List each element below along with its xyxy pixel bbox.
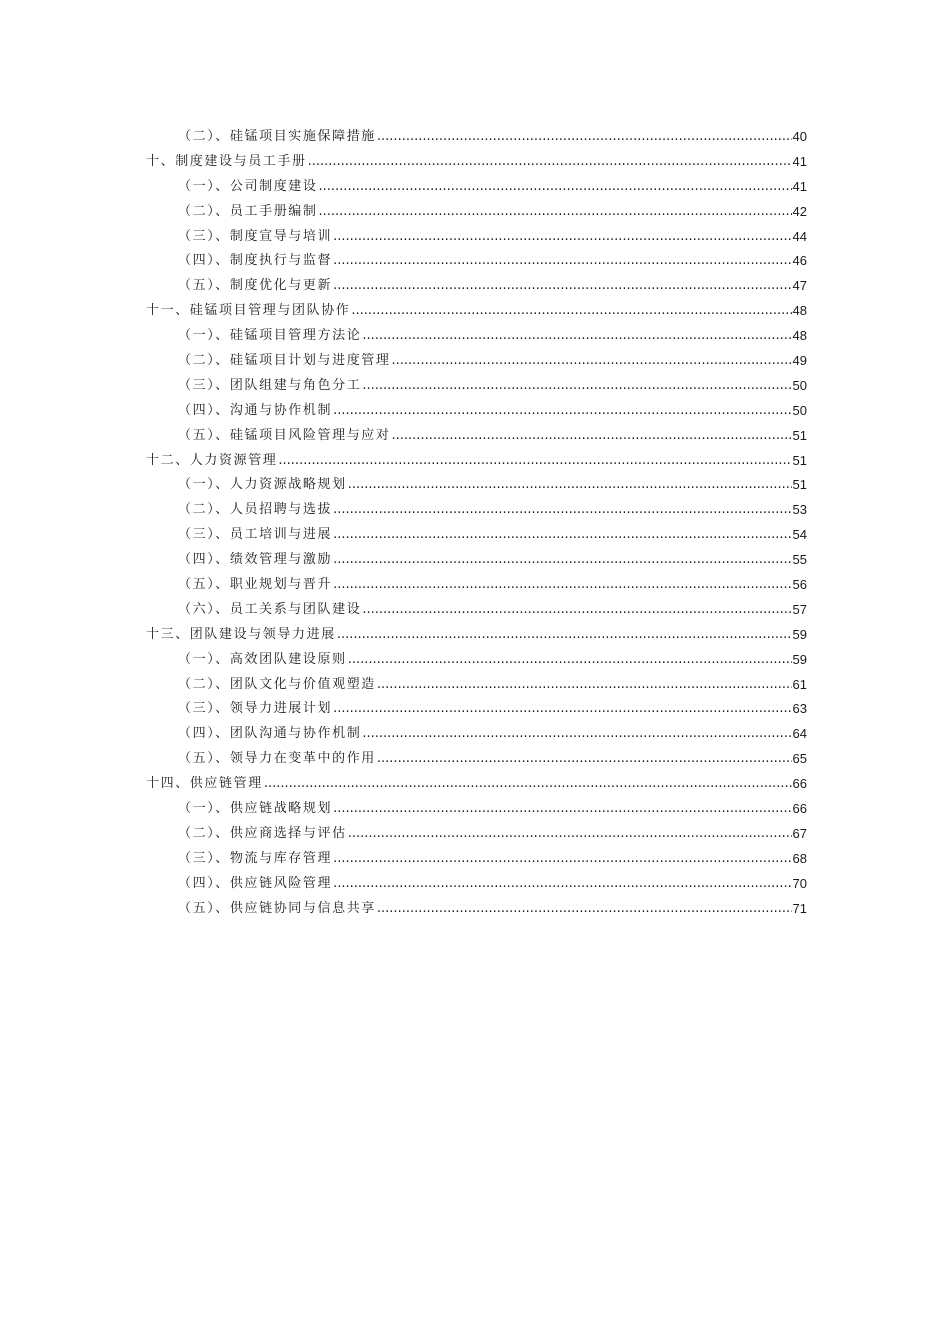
toc-section-entry[interactable] — [178, 125, 807, 150]
toc-section-entry[interactable] — [178, 498, 807, 523]
toc-dot-leader — [348, 648, 792, 673]
toc-dot-leader — [333, 697, 791, 722]
toc-section-entry[interactable] — [178, 548, 807, 573]
toc-section-entry[interactable] — [178, 175, 807, 200]
toc-section-entry[interactable] — [178, 349, 807, 374]
toc-page-number: 50 — [792, 377, 807, 393]
toc-chapter-entry[interactable] — [146, 772, 807, 797]
toc-entry-title: （三）、员工培训与进展 — [178, 527, 333, 543]
toc-entry-title: 十四、供应链管理 — [146, 776, 263, 792]
toc-section-entry[interactable] — [178, 872, 807, 897]
toc-dot-leader — [377, 125, 792, 150]
toc-dot-leader — [333, 872, 791, 897]
toc-dot-leader — [348, 473, 792, 498]
toc-section-entry[interactable] — [178, 399, 807, 424]
toc-section-entry[interactable] — [178, 374, 807, 399]
toc-page-number: 49 — [792, 353, 807, 369]
toc-chapter-entry[interactable] — [146, 150, 807, 175]
toc-entry-title: 十三、团队建设与领导力进展 — [146, 626, 336, 642]
toc-dot-leader — [362, 722, 791, 747]
toc-entry-title: （三）、制度宣导与培训 — [178, 228, 333, 244]
toc-page-number: 40 — [792, 129, 807, 144]
toc-entry-title: （一）、人力资源战略规划 — [178, 477, 347, 493]
toc-section-entry[interactable] — [178, 722, 807, 747]
toc-page-number: 63 — [792, 701, 807, 717]
toc-page-number: 71 — [792, 900, 807, 916]
toc-dot-leader — [362, 324, 791, 349]
toc-entry-title: （五）、硅锰项目风险管理与应对 — [178, 427, 391, 443]
toc-section-entry[interactable] — [178, 249, 807, 274]
toc-page-number: 55 — [792, 552, 807, 568]
toc-page-number: 67 — [792, 825, 807, 841]
toc-entry-title: （四）、团队沟通与协作机制 — [178, 726, 362, 742]
toc-dot-leader — [319, 175, 792, 200]
toc-dot-leader — [333, 225, 791, 250]
toc-entry-title: （五）、制度优化与更新 — [178, 278, 333, 294]
toc-dot-leader — [333, 573, 791, 598]
toc-dot-leader — [333, 797, 791, 822]
toc-page-number: 64 — [792, 726, 807, 742]
toc-entry-title: 十二、人力资源管理 — [146, 452, 278, 468]
toc-page-number: 47 — [792, 278, 807, 294]
toc-section-entry[interactable] — [178, 797, 807, 822]
toc-entry-title: （一）、供应链战略规划 — [178, 801, 333, 817]
toc-page-number: 51 — [792, 452, 807, 468]
toc-entry-title: （一）、硅锰项目管理方法论 — [178, 328, 362, 344]
toc-section-entry[interactable] — [178, 324, 807, 349]
toc-dot-leader — [333, 399, 791, 424]
toc-entry-title: （三）、团队组建与角色分工 — [178, 377, 362, 393]
toc-dot-leader — [377, 897, 792, 922]
toc-entry-title: （六）、员工关系与团队建设 — [178, 601, 362, 617]
toc-entry-title: 十一、硅锰项目管理与团队协作 — [146, 303, 351, 319]
toc-section-entry[interactable] — [178, 473, 807, 498]
toc-dot-leader — [333, 274, 791, 299]
toc-entry-title: （二）、供应商选择与评估 — [178, 825, 347, 841]
toc-dot-leader — [333, 847, 791, 872]
toc-section-entry[interactable] — [178, 424, 807, 449]
toc-entry-title: （五）、供应链协同与信息共享 — [178, 900, 376, 916]
toc-dot-leader — [264, 772, 792, 797]
toc-page-number: 46 — [792, 253, 807, 269]
toc-page-number: 59 — [792, 651, 807, 667]
toc-dot-leader — [392, 424, 792, 449]
toc-chapter-entry[interactable] — [146, 623, 807, 648]
toc-entry-title: （四）、绩效管理与激励 — [178, 552, 333, 568]
toc-dot-leader — [308, 150, 792, 175]
toc-chapter-entry[interactable] — [146, 299, 807, 324]
toc-dot-leader — [333, 249, 791, 274]
toc-page-number: 59 — [792, 626, 807, 642]
toc-dot-leader — [319, 200, 792, 225]
toc-entry-title: （一）、公司制度建设 — [178, 178, 318, 194]
toc-page-number: 54 — [792, 527, 807, 543]
toc-section-entry[interactable] — [178, 673, 807, 698]
toc-chapter-entry[interactable] — [146, 449, 807, 474]
toc-section-entry[interactable] — [178, 897, 807, 922]
toc-section-entry[interactable] — [178, 822, 807, 847]
toc-page-number: 41 — [792, 178, 807, 194]
toc-entry-title: （二）、团队文化与价值观塑造 — [178, 676, 376, 692]
toc-entry-title: （四）、制度执行与监督 — [178, 253, 333, 269]
toc-dot-leader — [392, 349, 792, 374]
toc-entry-title: （五）、职业规划与晋升 — [178, 577, 333, 593]
toc-section-entry[interactable] — [178, 573, 807, 598]
toc-page-number: 66 — [792, 801, 807, 817]
toc-section-entry[interactable] — [178, 274, 807, 299]
toc-entry-title: （二）、硅锰项目实施保障措施 — [178, 129, 376, 144]
toc-dot-leader — [377, 673, 792, 698]
toc-entry-title: （二）、人员招聘与选拔 — [178, 502, 333, 518]
toc-page-number: 51 — [792, 477, 807, 493]
toc-section-entry[interactable] — [178, 648, 807, 673]
toc-section-entry[interactable] — [178, 598, 807, 623]
toc-section-entry[interactable] — [178, 847, 807, 872]
toc-page-number: 61 — [792, 676, 807, 692]
toc-page-number: 65 — [792, 751, 807, 767]
toc-page-number: 56 — [792, 577, 807, 593]
toc-entry-title: （四）、供应链风险管理 — [178, 875, 333, 891]
toc-page-number: 50 — [792, 402, 807, 418]
toc-entry-title: （五）、领导力在变革中的作用 — [178, 751, 376, 767]
toc-section-entry[interactable] — [178, 523, 807, 548]
toc-dot-leader — [333, 548, 791, 573]
toc-dot-leader — [362, 374, 791, 399]
toc-entry-title: （三）、物流与库存管理 — [178, 850, 333, 866]
toc-dot-leader — [348, 822, 792, 847]
toc-entry-title: （一）、高效团队建设原则 — [178, 651, 347, 667]
table-of-contents — [0, 125, 950, 922]
toc-entry-title: （二）、员工手册编制 — [178, 203, 318, 219]
toc-section-entry[interactable] — [178, 200, 807, 225]
toc-dot-leader — [333, 498, 791, 523]
toc-dot-leader — [362, 598, 791, 623]
toc-page-number: 44 — [792, 228, 807, 244]
toc-dot-leader — [377, 747, 792, 772]
toc-page-number: 53 — [792, 502, 807, 518]
toc-page-number: 48 — [792, 303, 807, 319]
toc-dot-leader — [351, 299, 791, 324]
toc-page-number: 42 — [792, 203, 807, 219]
toc-entry-title: （四）、沟通与协作机制 — [178, 402, 333, 418]
toc-page-number: 70 — [792, 875, 807, 891]
toc-entry-title: 十、制度建设与员工手册 — [146, 153, 307, 169]
toc-dot-leader — [333, 523, 791, 548]
toc-entry-title: （三）、领导力进展计划 — [178, 701, 333, 717]
toc-entry-title: （二）、硅锰项目计划与进度管理 — [178, 353, 391, 369]
toc-dot-leader — [337, 623, 792, 648]
toc-section-entry[interactable] — [178, 225, 807, 250]
toc-dot-leader — [278, 449, 791, 474]
toc-page-number: 51 — [792, 427, 807, 443]
toc-page-number: 66 — [792, 776, 807, 792]
toc-page-number: 57 — [792, 601, 807, 617]
toc-page-number: 41 — [792, 153, 807, 169]
toc-section-entry[interactable] — [178, 697, 807, 722]
toc-page-number: 48 — [792, 328, 807, 344]
toc-page-number: 68 — [792, 850, 807, 866]
toc-section-entry[interactable] — [178, 747, 807, 772]
